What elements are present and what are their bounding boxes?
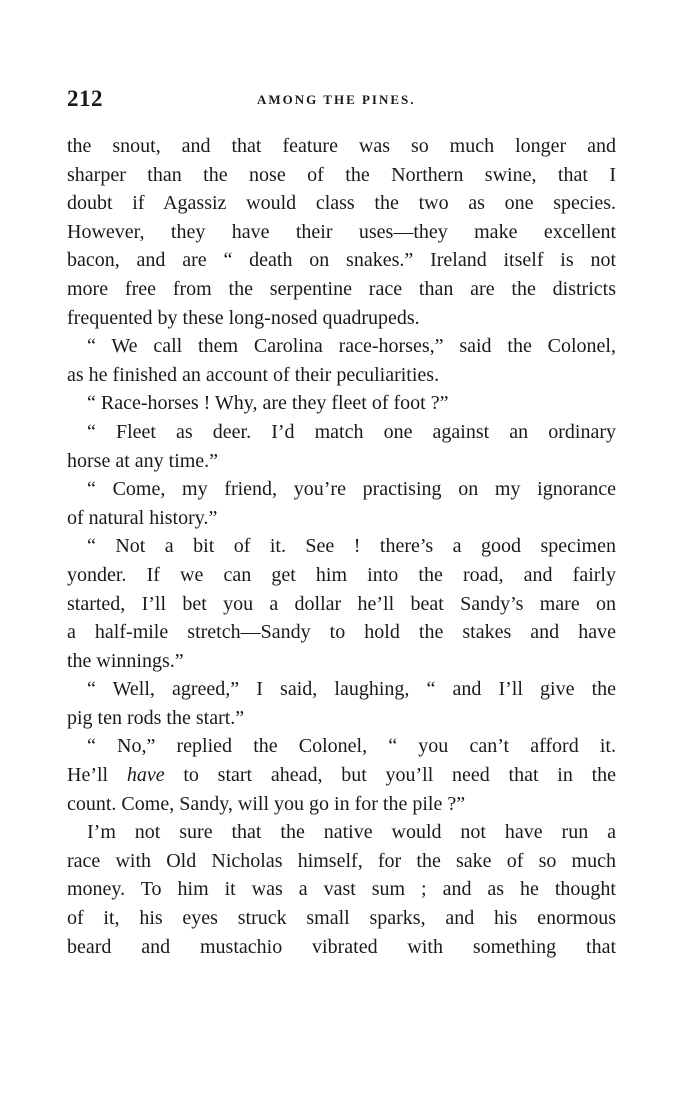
text-line: the winnings.” <box>67 649 184 672</box>
text-line: started, I’ll bet you a dollar he’ll beat Sandy’s mare on <box>67 592 616 615</box>
text-line: yonder. If we can get him into the road, and fairly <box>67 563 616 586</box>
text-line: frequented by these long-nosed quadrupeds. <box>67 306 420 329</box>
text-line: money. To him it was a vast sum ; and as he thought <box>67 878 616 901</box>
text-line: “ We call them Carolina race-horses,” said the Colonel, <box>87 335 616 358</box>
text-line: the snout, and that feature was so much longer and <box>67 135 616 157</box>
text-line: horse at any time.” <box>67 449 219 472</box>
text-line: race with Old Nicholas himself, for the sake of so much <box>67 849 616 872</box>
text-segment: He’ll <box>67 764 127 787</box>
text-line: sharper than the nose of the Northern swine, that I <box>67 163 616 186</box>
page-header <box>67 86 616 116</box>
text-line: bacon, and are “ death on snakes.” Ireland itself is not <box>67 249 616 272</box>
text-line: “ Not a bit of it. See ! there’s a good specimen <box>87 535 616 558</box>
text-segment: to start ahead, but you’ll need that in the <box>164 764 617 787</box>
body-text <box>67 132 616 961</box>
running-head: AMONG THE PINES. <box>257 92 416 107</box>
text-line: “ Fleet as deer. I’d match one against an ordinary <box>87 420 616 443</box>
text-line: “ Come, my friend, you’re practising on my ignorance <box>87 478 616 501</box>
text-line: “ Well, agreed,” I said, laughing, “ and I’ll give the <box>87 678 616 701</box>
text-line: a half-mile stretch—Sandy to hold the stakes and have <box>67 621 616 644</box>
text-line: I’m not sure that the native would not have run a <box>87 821 616 844</box>
text-line: “ No,” replied the Colonel, “ you can’t afford it. <box>87 735 616 758</box>
text-line: doubt if Agassiz would class the two as one species. <box>67 192 616 215</box>
text-line: “ Race-horses ! Why, are they fleet of foot ?” <box>87 392 449 415</box>
text-line: of it, his eyes struck small sparks, and his enormous <box>67 907 616 930</box>
text-line: count. Come, Sandy, will you go in for the pile ?” <box>67 792 466 815</box>
text-line: beard and mustachio vibrated with something that <box>67 935 616 958</box>
text-line: However, they have their uses—they make excellent <box>67 220 616 243</box>
page-number: 212 <box>67 86 103 111</box>
text-line: more free from the serpentine race than are the districts <box>67 277 616 300</box>
text-line: pig ten rods the start.” <box>67 706 245 729</box>
text-line: as he finished an account of their peculiarities. <box>67 363 440 386</box>
text-line-with-italic <box>67 761 616 790</box>
book-page <box>67 86 616 961</box>
italic-word: have <box>126 764 165 787</box>
text-line: of natural history.” <box>67 506 218 529</box>
